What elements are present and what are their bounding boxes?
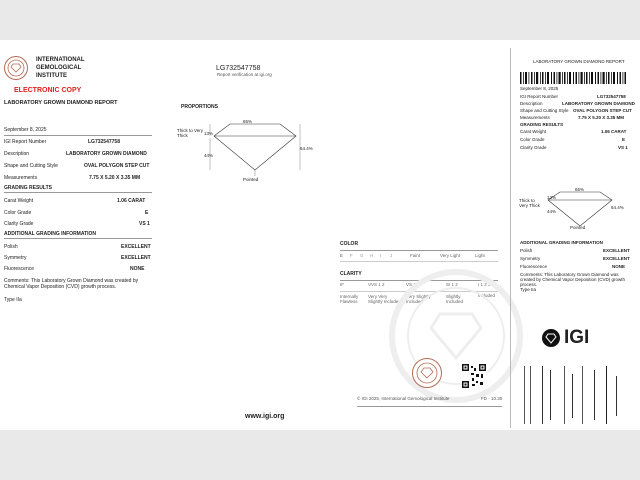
clarity-desc: Internally Flawless (340, 294, 359, 304)
grading-value: VS 1 (139, 221, 150, 227)
side-additional-title: ADDITIONAL GRADING INFORMATION (520, 240, 603, 245)
color-grade: I (380, 253, 382, 258)
additional-value: EXCELLENT (121, 255, 151, 261)
clarity-grade: I 1 2 3 (478, 282, 491, 287)
side-row-value: 7.75 X 5.20 X 3.35 MM (578, 115, 625, 120)
color-grade: E (340, 253, 344, 258)
side-row-value: LABORATORY GROWN DIAMOND (562, 101, 635, 106)
row-label: Description (4, 151, 30, 157)
side-table-pct: 65% (575, 187, 585, 192)
grading-value: E (145, 210, 149, 216)
color-grade: F (350, 253, 353, 258)
side-row-label: Measurements (520, 115, 550, 120)
igi-seal-logo (4, 56, 28, 80)
watermark-seal (386, 266, 526, 406)
table-pct: 65% (243, 119, 253, 124)
side-crown-pct: 13% (547, 195, 557, 200)
side-row-value: OVAL POLYGON STEP CUT (573, 108, 632, 113)
side-additional-label: Symmetry (520, 256, 541, 261)
electronic-copy-label: ELECTRONIC COPY (14, 87, 82, 94)
side-row-label: Shape and Cutting Style (520, 108, 569, 113)
clarity-desc: Very Very Slightly Included (368, 294, 401, 304)
org-name-line1: INTERNATIONAL (36, 57, 85, 63)
additional-value: EXCELLENT (121, 244, 151, 250)
girdle-thick: Thick to Very Thick (177, 128, 204, 138)
side-grading-title: GRADING RESULTS (520, 122, 564, 127)
grading-label: Carat Weight (4, 198, 34, 204)
side-culet: Pointed (570, 225, 586, 230)
row-value: OVAL POLYGON STEP CUT (84, 163, 150, 169)
depth-pct: 64.4% (300, 146, 313, 151)
color-grade: J (390, 253, 393, 258)
side-depth-pct: 64.4% (611, 205, 624, 210)
side-diamond-type: Type IIa (520, 287, 537, 292)
color-light: Light (475, 253, 485, 258)
side-additional-value: EXCELLENT (603, 248, 630, 253)
side-comments: Comments: This Laboratory Grown Diamond was created by Chemical Vapor Deposition (CVD) growth process. (520, 272, 625, 287)
clarity-grade: VVS 1 2 (368, 282, 385, 287)
pavilion-pct: 44% (204, 153, 214, 158)
side-girdle-thick: Thick to Very Thick (519, 198, 540, 208)
comments: Comments: This Laboratory Grown Diamond was created by Chemical Vapor Deposition (CVD) growth process. (4, 278, 139, 291)
report-number-top: LG732547758 (216, 65, 261, 72)
report-sheet (0, 40, 640, 430)
clarity-grade: VS 1 2 (406, 282, 420, 287)
row-label: Shape and Cutting Style (4, 163, 58, 169)
side-grading-value: VS 1 (618, 145, 628, 150)
color-grade: H (370, 253, 374, 258)
diamond-type: Type IIa (4, 297, 22, 303)
side-row-label: IGI Report Number (520, 94, 559, 99)
side-row-label: Description (520, 101, 543, 106)
clarity-grade: SI 1 2 (446, 282, 458, 287)
row-value: LABORATORY GROWN DIAMOND (66, 151, 147, 157)
clarity-scale-title: CLARITY (340, 271, 362, 277)
side-grading-value: E (622, 137, 626, 142)
additional-value: NONE (130, 266, 145, 272)
additional-label: Polish (4, 244, 18, 250)
row-label: Measurements (4, 175, 38, 181)
igi-brand-icon (541, 328, 561, 348)
clarity-desc: Included (478, 293, 496, 298)
footer-code: FD - 10.30 (481, 396, 503, 401)
additional-label: Symmetry (4, 255, 27, 261)
side-grading-label: Clarity Grade (520, 145, 547, 150)
additional-title: ADDITIONAL GRADING INFORMATION (4, 231, 97, 237)
side-date: September 8, 2025 (520, 86, 559, 91)
verification-text: Report verification at igi.org (217, 72, 272, 77)
color-scale-title: COLOR (340, 241, 359, 247)
color-faint: Faint (410, 253, 421, 258)
side-title: LABORATORY GROWN DIAMOND REPORT (533, 59, 625, 64)
copyright: © IGI 2025, International Gemological Institute (357, 396, 450, 401)
row-value: LG732547758 (88, 139, 120, 145)
proportions-title: PROPORTIONS (181, 104, 218, 110)
clarity-desc: Slightly Included (446, 294, 464, 304)
side-grading-value: 1.06 CARAT (601, 129, 627, 134)
row-label: IGI Report Number (4, 139, 47, 145)
grading-label: Clarity Grade (4, 221, 34, 227)
side-additional-label: Fluorescence (520, 264, 548, 269)
clarity-desc: Very Slightly Included (406, 294, 431, 304)
color-very-light: Very Light (440, 253, 461, 258)
clarity-grade: IF (340, 282, 344, 287)
color-grade: G (360, 253, 364, 258)
culet: Pointed (243, 177, 259, 182)
report-date: September 8, 2025 (4, 127, 47, 133)
side-additional-value: EXCELLENT (603, 256, 630, 261)
additional-label: Fluorescence (4, 266, 35, 272)
qr-code[interactable] (462, 364, 486, 388)
barcode (520, 72, 626, 84)
side-grading-label: Color Grade (520, 137, 545, 142)
side-row-value: LG732547758 (597, 94, 626, 99)
grading-title: GRADING RESULTS (4, 185, 52, 191)
row-value: 7.75 X 5.20 X 3.35 MM (89, 175, 141, 181)
grading-label: Color Grade (4, 210, 32, 216)
side-additional-label: Polish (520, 248, 533, 253)
side-vertical-text-block (520, 366, 628, 426)
igi-seal-logo (412, 358, 442, 388)
report-title: LABORATORY GROWN DIAMOND REPORT (4, 100, 118, 106)
org-name-line3: INSTITUTE (36, 73, 67, 79)
grading-value: 1.06 CARAT (117, 198, 146, 204)
org-name-line2: GEMOLOGICAL (36, 65, 82, 71)
igi-brand-text: IGI (564, 327, 590, 348)
side-pavilion-pct: 44% (547, 209, 557, 214)
website[interactable]: www.igi.org (245, 413, 285, 420)
side-grading-label: Carat Weight (520, 129, 547, 134)
side-additional-value: NONE (612, 264, 626, 269)
crown-pct: 13% (204, 131, 214, 136)
